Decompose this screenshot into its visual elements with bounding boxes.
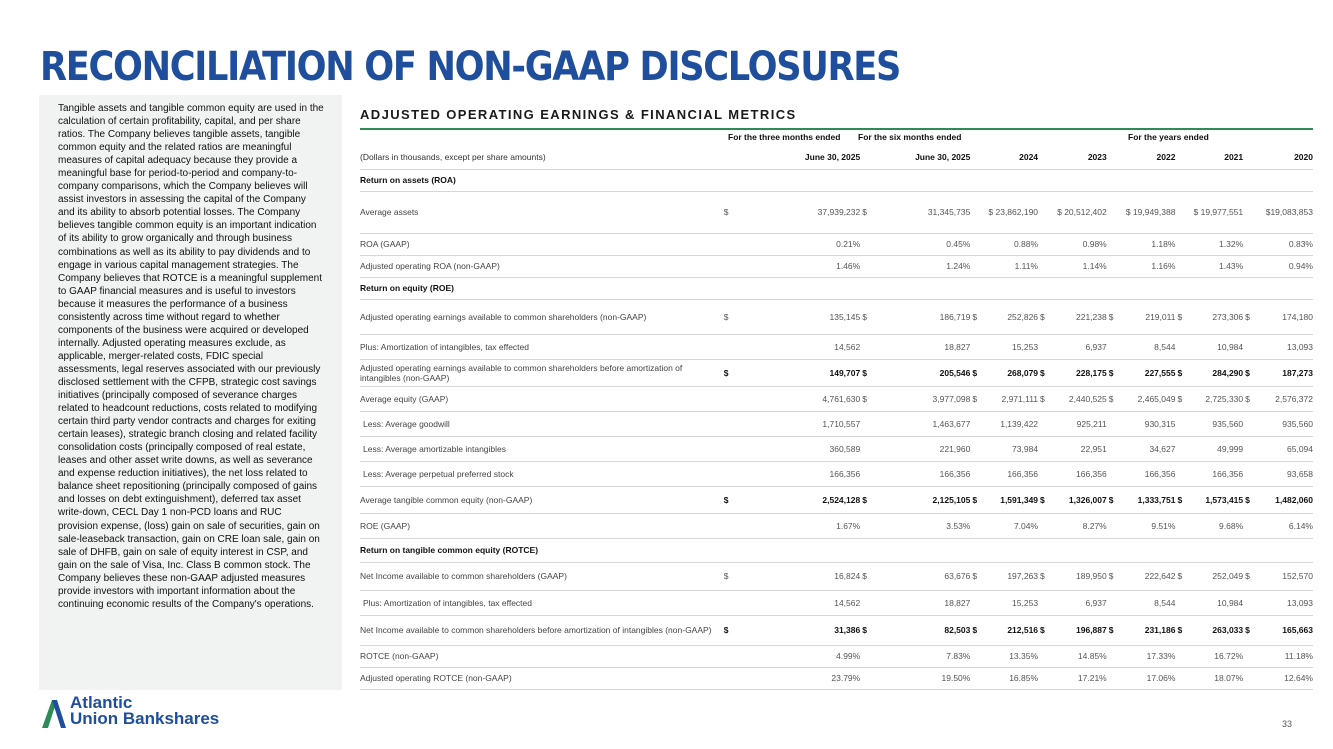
cell-value: 1.32% bbox=[1183, 233, 1244, 255]
cell-value: 1.16% bbox=[1114, 255, 1176, 277]
cell-value: 93,658 bbox=[1250, 461, 1313, 486]
cell-value: 1.46% bbox=[734, 255, 860, 277]
cell-value: 31,386 bbox=[734, 615, 860, 645]
row-label: Adjusted operating earnings available to common shareholders before amortization of intangibles (non-GAAP) bbox=[360, 359, 722, 386]
currency-sign: $ bbox=[1107, 486, 1114, 513]
cell-value: 17.06% bbox=[1114, 667, 1176, 689]
currency-sign: $ bbox=[722, 191, 734, 233]
row-label: ROE (GAAP) bbox=[360, 513, 722, 538]
page-title: RECONCILIATION OF NON-GAAP DISCLOSURES bbox=[40, 44, 901, 90]
explanation-panel bbox=[39, 95, 342, 690]
cell-value: 1,463,677 bbox=[872, 411, 970, 436]
cell-value: 22,951 bbox=[1045, 436, 1107, 461]
cell-value: 1,333,751 bbox=[1114, 486, 1176, 513]
section-row-rotce bbox=[360, 538, 1313, 562]
table-row bbox=[360, 436, 1313, 461]
cell-value: 1,139,422 bbox=[977, 411, 1038, 436]
cell-value: 37,939,232 bbox=[734, 191, 860, 233]
cell-value: 197,263 bbox=[977, 562, 1038, 590]
header-three-months: For the three months ended bbox=[728, 132, 841, 142]
row-label: Adjusted operating ROA (non-GAAP) bbox=[360, 255, 722, 277]
cell-value: 205,546 bbox=[872, 359, 970, 386]
currency-sign: $ bbox=[1107, 299, 1114, 334]
cell-value: 227,555 bbox=[1114, 359, 1176, 386]
col-2023: 2023 bbox=[1045, 146, 1107, 169]
table-row bbox=[360, 191, 1313, 233]
cell-value: 16.72% bbox=[1183, 645, 1244, 667]
col-q2-2025: June 30, 2025 bbox=[734, 146, 860, 169]
column-header-row bbox=[360, 146, 1313, 169]
cell-value: $ 19,977,551 bbox=[1183, 191, 1244, 233]
currency-sign: $ bbox=[1243, 299, 1250, 334]
cell-value: 1.67% bbox=[734, 513, 860, 538]
cell-value: 360,589 bbox=[734, 436, 860, 461]
row-label: Net Income available to common shareholders before amortization of intangibles (non-GAAP) bbox=[360, 615, 722, 645]
cell-value: 31,345,735 bbox=[872, 191, 970, 233]
cell-value: 1.14% bbox=[1045, 255, 1107, 277]
row-label: Net Income available to common shareholders (GAAP) bbox=[360, 562, 722, 590]
cell-value: 196,887 bbox=[1045, 615, 1107, 645]
cell-value: 19.50% bbox=[872, 667, 970, 689]
explanation-text: Tangible assets and tangible common equity are used in the calculation of certain profitability, capital, and per share ratios. The Company believes tangible assets, tangible common equity and the related ratios are meaningful measures of capital adequacy because they provide a meaningful base for period-to-period and company-to-company comparisons, which the Company believes will assist investors in assessing the capital of the Company and its ability to absorb potential losses. The Company believes tangible common equity is an important indication of its ability to grow organically and through business combinations as well as its ability to pay dividends and to engage in various capital management strategies. The Company believes that ROTCE is a meaningful supplement to GAAP financial measures and is useful to investors because it measures the performance of a business consistently across time without regard to whether components of the business were acquired or developed internally. Adjusted operating measures exclude, as applicable, merger-related costs, FDIC special assessments, legal reserves associated with our previously disclosed settlement with the CFPB, strategic cost savings initiatives (principally composed of severance charges related to headcount reductions, costs related to modifying certain third party vendor contracts and charges for exiting certain leases), strategic branch closing and related facility consolidation costs (principally composed of real estate, leases and other asset write downs, as well as severance and expense reduction initiatives), the net loss related to balance sheet repositioning (principally composed of gains and losses on debt extinguishment), deferred tax asset write-down, CECL Day 1 non-PCD loans and RUC provision expense, (loss) gain on sale of securities, gain on sale-leaseback transaction, gain on CRE loan sale, gain on sale of DHFB, gain on sale of equity interest in CSP, and gain on the sale of Visa, Inc. Class B common stock. The Company believes these non-GAAP adjusted measures provide investors with important information about the continuing economic results of the Company's operations. bbox=[58, 103, 324, 610]
cell-value: 2,524,128 bbox=[734, 486, 860, 513]
col-2024: 2024 bbox=[977, 146, 1038, 169]
cell-value: 2,465,049 bbox=[1114, 386, 1176, 411]
currency-sign: $ bbox=[722, 562, 734, 590]
cell-value: 1,591,349 bbox=[977, 486, 1038, 513]
table-row bbox=[360, 645, 1313, 667]
row-label: Plus: Amortization of intangibles, tax effected bbox=[360, 590, 722, 615]
currency-sign: $ bbox=[722, 359, 734, 386]
table-row bbox=[360, 299, 1313, 334]
table-row bbox=[360, 667, 1313, 689]
cell-value: 6,937 bbox=[1045, 590, 1107, 615]
cell-value: 82,503 bbox=[872, 615, 970, 645]
cell-value: 0.45% bbox=[872, 233, 970, 255]
section-divider bbox=[360, 128, 1313, 130]
currency-sign: $ bbox=[1038, 359, 1045, 386]
logo-wordmark bbox=[70, 695, 219, 727]
currency-sign: $ bbox=[970, 386, 977, 411]
currency-sign: $ bbox=[1243, 359, 1250, 386]
cell-value: 2,971,111 bbox=[977, 386, 1038, 411]
currency-sign: $ bbox=[1243, 562, 1250, 590]
col-2022: 2022 bbox=[1114, 146, 1176, 169]
cell-value: 252,049 bbox=[1183, 562, 1244, 590]
currency-sign: $ bbox=[860, 615, 872, 645]
currency-sign: $ bbox=[860, 299, 872, 334]
cell-value: 165,663 bbox=[1250, 615, 1313, 645]
row-label: Adjusted operating earnings available to common shareholders (non-GAAP) bbox=[360, 299, 722, 334]
table-row bbox=[360, 562, 1313, 590]
cell-value: 13.35% bbox=[977, 645, 1038, 667]
cell-value: 65,094 bbox=[1250, 436, 1313, 461]
cell-value: 0.83% bbox=[1250, 233, 1313, 255]
cell-value: 6.14% bbox=[1250, 513, 1313, 538]
table-row bbox=[360, 486, 1313, 513]
currency-sign: $ bbox=[1107, 615, 1114, 645]
cell-value: 63,676 bbox=[872, 562, 970, 590]
cell-value: 284,290 bbox=[1183, 359, 1244, 386]
cell-value: 23.79% bbox=[734, 667, 860, 689]
cell-value: 221,238 bbox=[1045, 299, 1107, 334]
cell-value: 212,516 bbox=[977, 615, 1038, 645]
currency-sign: $ bbox=[722, 299, 734, 334]
cell-value: 1,482,060 bbox=[1250, 486, 1313, 513]
row-label: Average equity (GAAP) bbox=[360, 386, 722, 411]
cell-value: 0.88% bbox=[977, 233, 1038, 255]
cell-value: 166,356 bbox=[1183, 461, 1244, 486]
table-row bbox=[360, 334, 1313, 359]
currency-sign: $ bbox=[860, 562, 872, 590]
cell-value: 15,253 bbox=[977, 334, 1038, 359]
currency-sign: $ bbox=[1107, 386, 1114, 411]
table-row bbox=[360, 255, 1313, 277]
cell-value: 2,125,105 bbox=[872, 486, 970, 513]
row-label: Plus: Amortization of intangibles, tax effected bbox=[360, 334, 722, 359]
table-row bbox=[360, 233, 1313, 255]
cell-value: 3.53% bbox=[872, 513, 970, 538]
cell-value: 1.43% bbox=[1183, 255, 1244, 277]
cell-value: 222,642 bbox=[1114, 562, 1176, 590]
currency-sign: $ bbox=[1038, 486, 1045, 513]
page-number: 33 bbox=[1282, 719, 1293, 729]
cell-value: 8,544 bbox=[1114, 590, 1176, 615]
cell-value: 0.21% bbox=[734, 233, 860, 255]
currency-sign: $ bbox=[970, 486, 977, 513]
cell-value: 4,761,630 bbox=[734, 386, 860, 411]
cell-value: 2,576,372 bbox=[1250, 386, 1313, 411]
table-row bbox=[360, 590, 1313, 615]
currency-sign: $ bbox=[1243, 386, 1250, 411]
currency-sign: $ bbox=[860, 386, 872, 411]
row-label: Less: Average goodwill bbox=[360, 411, 722, 436]
cell-value: 1.18% bbox=[1114, 233, 1176, 255]
row-label: Average assets bbox=[360, 191, 722, 233]
row-label: Less: Average perpetual preferred stock bbox=[360, 461, 722, 486]
currency-sign: $ bbox=[1175, 486, 1182, 513]
currency-sign: $ bbox=[1038, 299, 1045, 334]
company-logo bbox=[40, 695, 270, 731]
cell-value: 252,826 bbox=[977, 299, 1038, 334]
cell-value: 13,093 bbox=[1250, 590, 1313, 615]
cell-value: 8,544 bbox=[1114, 334, 1176, 359]
currency-sign: $ bbox=[970, 299, 977, 334]
row-label: Average tangible common equity (non-GAAP) bbox=[360, 486, 722, 513]
cell-value: 10,984 bbox=[1183, 334, 1244, 359]
currency-sign: $ bbox=[722, 615, 734, 645]
table-row bbox=[360, 513, 1313, 538]
cell-value: 7.04% bbox=[977, 513, 1038, 538]
table-row bbox=[360, 359, 1313, 386]
logo-line-2: Union Bankshares bbox=[70, 709, 220, 728]
cell-value: 1,326,007 bbox=[1045, 486, 1107, 513]
currency-sign: $ bbox=[1038, 615, 1045, 645]
cell-value: $ 20,512,402 bbox=[1045, 191, 1107, 233]
cell-value: 219,011 bbox=[1114, 299, 1176, 334]
cell-value: 152,570 bbox=[1250, 562, 1313, 590]
cell-value: 14.85% bbox=[1045, 645, 1107, 667]
cell-value: 228,175 bbox=[1045, 359, 1107, 386]
cell-value: 49,999 bbox=[1183, 436, 1244, 461]
cell-value: 166,356 bbox=[872, 461, 970, 486]
cell-value: 12.64% bbox=[1250, 667, 1313, 689]
table-row bbox=[360, 386, 1313, 411]
cell-value: 1.11% bbox=[977, 255, 1038, 277]
row-label: ROTCE (non-GAAP) bbox=[360, 645, 722, 667]
cell-value: 15,253 bbox=[977, 590, 1038, 615]
currency-sign: $ bbox=[1038, 562, 1045, 590]
section-label: Return on assets (ROA) bbox=[360, 175, 456, 185]
cell-value: 166,356 bbox=[734, 461, 860, 486]
currency-sign: $ bbox=[970, 615, 977, 645]
cell-value: 18,827 bbox=[872, 334, 970, 359]
currency-sign: $ bbox=[970, 562, 977, 590]
col-h1-2025: June 30, 2025 bbox=[872, 146, 970, 169]
cell-value: 18.07% bbox=[1183, 667, 1244, 689]
cell-value: 10,984 bbox=[1183, 590, 1244, 615]
cell-value: 149,707 bbox=[734, 359, 860, 386]
cell-value: 268,079 bbox=[977, 359, 1038, 386]
row-label: Less: Average amortizable intangibles bbox=[360, 436, 722, 461]
cell-value: 135,145 bbox=[734, 299, 860, 334]
cell-value: 166,356 bbox=[977, 461, 1038, 486]
cell-value: 3,977,098 bbox=[872, 386, 970, 411]
table-row bbox=[360, 461, 1313, 486]
currency-sign: $ bbox=[970, 359, 977, 386]
table-row bbox=[360, 615, 1313, 645]
currency-sign: $ bbox=[1107, 562, 1114, 590]
cell-value: 166,356 bbox=[1114, 461, 1176, 486]
header-years: For the years ended bbox=[1128, 132, 1209, 142]
currency-sign: $ bbox=[1243, 486, 1250, 513]
section-label: Return on tangible common equity (ROTCE) bbox=[360, 545, 539, 555]
currency-sign: $ bbox=[1175, 615, 1182, 645]
cell-value: 925,211 bbox=[1045, 411, 1107, 436]
cell-value: 273,306 bbox=[1183, 299, 1244, 334]
cell-value: 186,719 bbox=[872, 299, 970, 334]
cell-value: 174,180 bbox=[1250, 299, 1313, 334]
cell-value: 9.68% bbox=[1183, 513, 1244, 538]
header-six-months: For the six months ended bbox=[858, 132, 962, 142]
cell-value: 2,440,525 bbox=[1045, 386, 1107, 411]
section-title: ADJUSTED OPERATING EARNINGS & FINANCIAL METRICS bbox=[360, 107, 797, 122]
cell-value: $ 23,862,190 bbox=[977, 191, 1038, 233]
currency-sign: $ bbox=[1175, 562, 1182, 590]
cell-value: 14,562 bbox=[734, 334, 860, 359]
cell-value: 189,950 bbox=[1045, 562, 1107, 590]
currency-sign: $ bbox=[860, 191, 872, 233]
cell-value: 263,033 bbox=[1183, 615, 1244, 645]
currency-sign: $ bbox=[1038, 386, 1045, 411]
logo-line-1: Atlantic bbox=[70, 693, 133, 712]
row-label: ROA (GAAP) bbox=[360, 233, 722, 255]
currency-sign: $ bbox=[860, 359, 872, 386]
cell-value: 13,093 bbox=[1250, 334, 1313, 359]
currency-sign: $ bbox=[1175, 299, 1182, 334]
table-row bbox=[360, 411, 1313, 436]
cell-value: $19,083,853 bbox=[1250, 191, 1313, 233]
col-2020: 2020 bbox=[1250, 146, 1313, 169]
cell-value: 17.21% bbox=[1045, 667, 1107, 689]
cell-value: 9.51% bbox=[1114, 513, 1176, 538]
cell-value: 1.24% bbox=[872, 255, 970, 277]
currency-sign: $ bbox=[722, 486, 734, 513]
financial-table bbox=[360, 146, 1313, 690]
cell-value: 2,725,330 bbox=[1183, 386, 1244, 411]
logo-mark-icon bbox=[40, 697, 68, 729]
currency-sign: $ bbox=[860, 486, 872, 513]
cell-value: 1,573,415 bbox=[1183, 486, 1244, 513]
section-row-roe bbox=[360, 277, 1313, 299]
cell-value: 935,560 bbox=[1183, 411, 1244, 436]
cell-value: 16,824 bbox=[734, 562, 860, 590]
cell-value: 935,560 bbox=[1250, 411, 1313, 436]
cell-value: $ 19,949,388 bbox=[1114, 191, 1176, 233]
cell-value: 0.94% bbox=[1250, 255, 1313, 277]
cell-value: 4.99% bbox=[734, 645, 860, 667]
section-row-roa bbox=[360, 169, 1313, 191]
cell-value: 221,960 bbox=[872, 436, 970, 461]
cell-value: 6,937 bbox=[1045, 334, 1107, 359]
cell-value: 8.27% bbox=[1045, 513, 1107, 538]
cell-value: 7.83% bbox=[872, 645, 970, 667]
cell-value: 0.98% bbox=[1045, 233, 1107, 255]
cell-value: 166,356 bbox=[1045, 461, 1107, 486]
cell-value: 1,710,557 bbox=[734, 411, 860, 436]
cell-value: 930,315 bbox=[1114, 411, 1176, 436]
currency-sign: $ bbox=[1107, 359, 1114, 386]
cell-value: 231,186 bbox=[1114, 615, 1176, 645]
cell-value: 187,273 bbox=[1250, 359, 1313, 386]
cell-value: 14,562 bbox=[734, 590, 860, 615]
cell-value: 17.33% bbox=[1114, 645, 1176, 667]
cell-value: 73,984 bbox=[977, 436, 1038, 461]
units-note: (Dollars in thousands, except per share amounts) bbox=[360, 146, 722, 169]
row-label: Adjusted operating ROTCE (non-GAAP) bbox=[360, 667, 722, 689]
currency-sign: $ bbox=[1175, 359, 1182, 386]
currency-sign: $ bbox=[1243, 615, 1250, 645]
section-label: Return on equity (ROE) bbox=[360, 283, 454, 293]
col-2021: 2021 bbox=[1183, 146, 1244, 169]
cell-value: 34,627 bbox=[1114, 436, 1176, 461]
cell-value: 18,827 bbox=[872, 590, 970, 615]
cell-value: 11.18% bbox=[1250, 645, 1313, 667]
currency-sign: $ bbox=[1175, 386, 1182, 411]
cell-value: 16.85% bbox=[977, 667, 1038, 689]
